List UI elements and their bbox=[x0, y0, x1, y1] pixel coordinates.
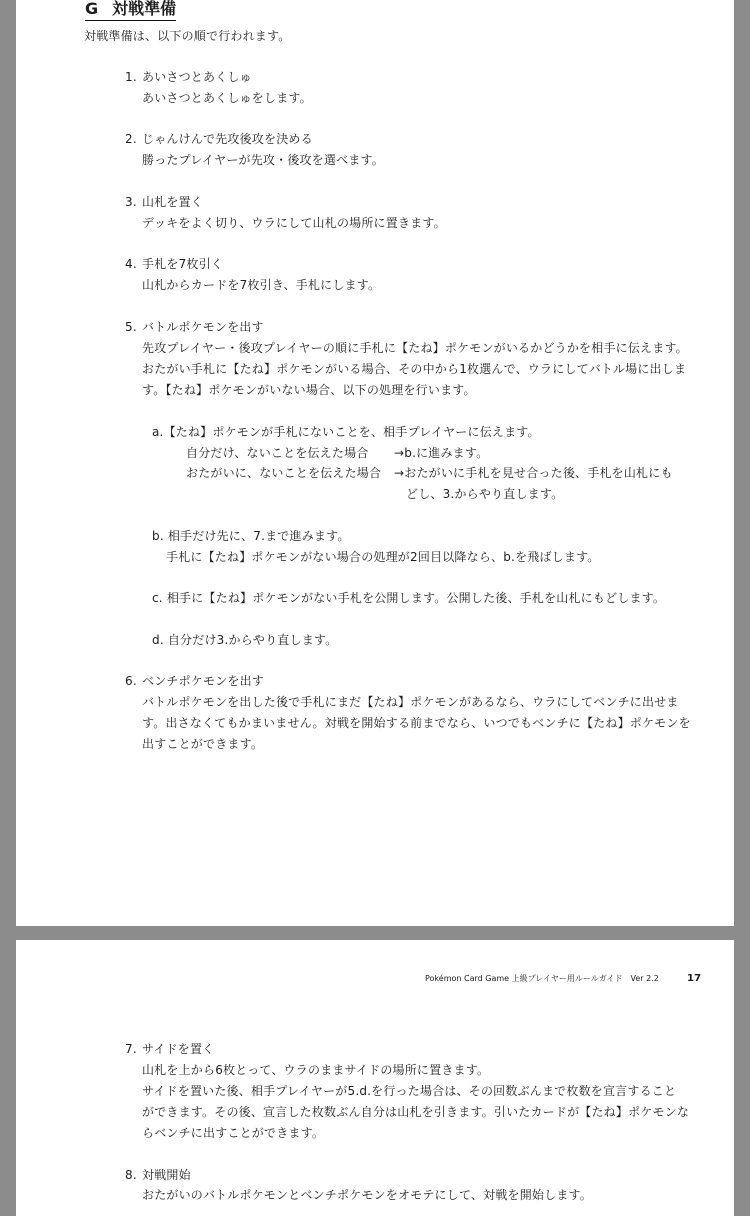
case-result: →おたがいに手札を見せ合った後、手札を山札にも bbox=[394, 466, 673, 480]
page-number: 17 bbox=[687, 973, 702, 984]
step-body-line: 出すことができます。 bbox=[142, 737, 264, 751]
section-intro: 対戦準備は、以下の順で行われます。 bbox=[84, 29, 291, 43]
step-body-line: バトルポケモンを出した後で手札にまだ【たね】ポケモンがあるなら、ウラにしてベンチに出せま bbox=[142, 695, 679, 709]
step-number: 6. bbox=[125, 674, 137, 688]
step-number: 3. bbox=[125, 195, 137, 209]
guide-header-title: Pokémon Card Game 上級プレイヤー用ルールガイド Ver 2.2 bbox=[425, 974, 659, 983]
substep-b-note: 手札に【たね】ポケモンがない場合の処理が2回目以降なら、b.を飛ばします。 bbox=[166, 550, 600, 564]
step-body-line: サイドを置いた後、相手プレイヤーが5.d.を行った場合は、その回数ぶんまで枚数を宣言すること bbox=[142, 1084, 677, 1098]
case-result-continued: どし、3.からやり直します。 bbox=[406, 487, 564, 501]
step-body-line: 山札からカードを7枚引き、手札にします。 bbox=[142, 278, 381, 292]
step-title: 山札を置く bbox=[142, 195, 204, 209]
step-number: 2. bbox=[125, 132, 137, 146]
section-heading bbox=[85, 0, 176, 21]
step-number: 4. bbox=[125, 257, 137, 271]
document-page-17 bbox=[16, 940, 734, 1216]
section-letter: G bbox=[85, 0, 99, 18]
substep-a: a.【たね】ポケモンが手札にないことを、相手プレイヤーに伝えます。 bbox=[152, 425, 540, 439]
step-number: 7. bbox=[125, 1042, 137, 1056]
step-title: サイドを置く bbox=[142, 1042, 215, 1056]
step-body-line: ができます。その後、宣言した枚数ぶん自分は山札を引きます。引いたカードが【たね】ポケモンな bbox=[142, 1105, 690, 1119]
case-condition: おたがいに、ないことを伝えた場合 bbox=[186, 466, 382, 480]
step-title: ベンチポケモンを出す bbox=[142, 674, 265, 688]
step-body-line: あいさつとあくしゅをします。 bbox=[142, 91, 312, 105]
step-body-line: 先攻プレイヤー・後攻プレイヤーの順に手札に【たね】ポケモンがいるかどうかを相手に伝えます。 bbox=[142, 341, 688, 355]
step-body-line: デッキをよく切り、ウラにして山札の場所に置きます。 bbox=[142, 216, 446, 230]
step-title: 対戦開始 bbox=[142, 1168, 191, 1182]
step-body-line: おたがいのバトルポケモンとベンチポケモンをオモテにして、対戦を開始します。 bbox=[142, 1188, 592, 1202]
step-body-line: 山札を上から6枚とって、ウラのままサイドの場所に置きます。 bbox=[142, 1063, 490, 1077]
step-body-line: す。出さなくてもかまいません。対戦を開始する前までなら、いつでもベンチに【たね】ポケモンを bbox=[142, 716, 691, 730]
step-body-line: らベンチに出すことができます。 bbox=[142, 1126, 325, 1140]
document-page-16 bbox=[16, 0, 734, 926]
step-body-line: 勝ったプレイヤーが先攻・後攻を選べます。 bbox=[142, 153, 384, 167]
step-title: じゃんけんで先攻後攻を決める bbox=[142, 132, 313, 146]
case-result: →b.に進みます。 bbox=[394, 446, 489, 460]
step-number: 1. bbox=[125, 70, 137, 84]
step-number: 5. bbox=[125, 320, 137, 334]
step-title: 手札を7枚引く bbox=[142, 257, 224, 271]
step-body-line: おたがい手札に【たね】ポケモンがいる場合、その中から1枚選んで、ウラにしてバトル場に出しま bbox=[142, 362, 687, 376]
substep-c: c. 相手に【たね】ポケモンがない手札を公開します。公開した後、手札を山札にもどします。 bbox=[152, 591, 666, 605]
step-number: 8. bbox=[125, 1168, 137, 1182]
step-body-line: す。【たね】ポケモンがいない場合、以下の処理を行います。 bbox=[142, 383, 476, 397]
step-title: あいさつとあくしゅ bbox=[142, 70, 252, 84]
step-title: バトルポケモンを出す bbox=[142, 320, 264, 334]
substep-d: d. 自分だけ3.からやり直します。 bbox=[152, 633, 338, 647]
section-title: 対戦準備 bbox=[112, 0, 177, 18]
case-condition: 自分だけ、ないことを伝えた場合 bbox=[186, 446, 369, 460]
substep-b: b. 相手だけ先に、7.まで進みます。 bbox=[152, 529, 350, 543]
